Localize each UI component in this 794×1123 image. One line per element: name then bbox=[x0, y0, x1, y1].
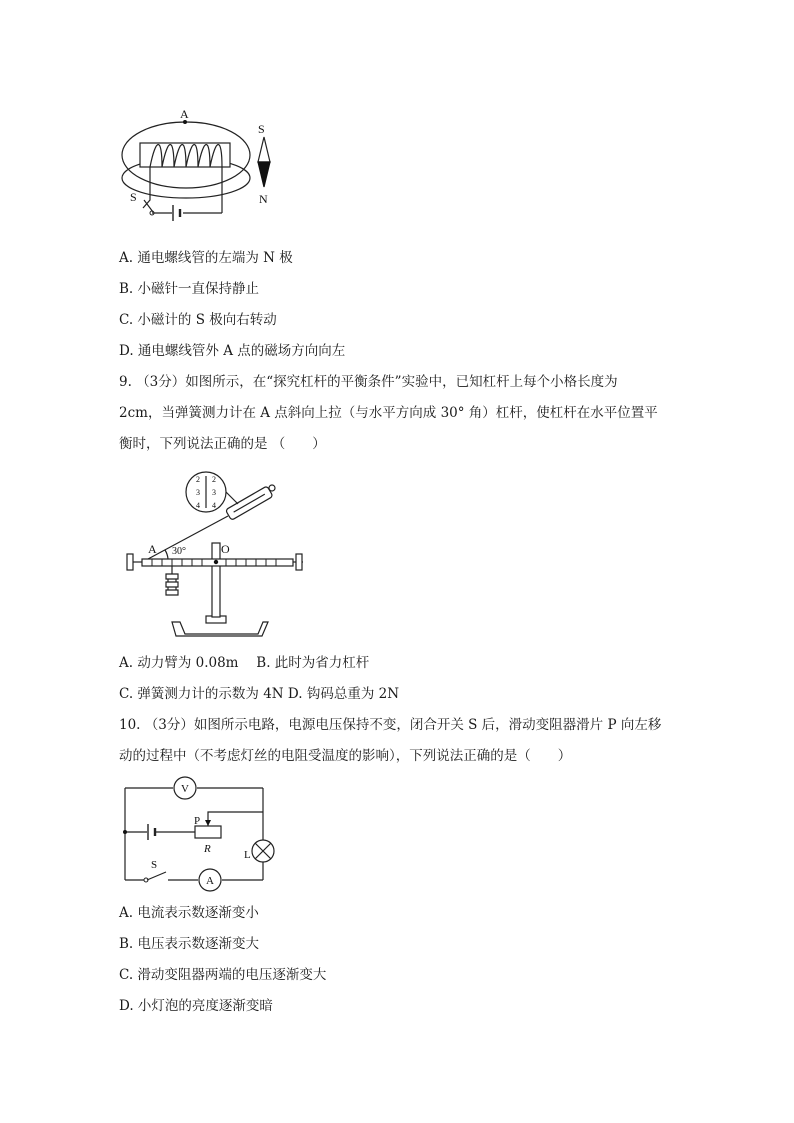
label-switch-s: S bbox=[130, 190, 137, 204]
scale-left-2: 2 bbox=[196, 475, 200, 484]
q8-option-b: B. 小磁针一直保持静止 bbox=[119, 281, 260, 297]
label-compass-s: S bbox=[258, 122, 265, 136]
q10-option-c: C. 滑动变阻器两端的电压逐渐变大 bbox=[119, 967, 327, 983]
label-ammeter: A bbox=[206, 875, 214, 887]
q9-options-cd: C. 弹簧测力计的示数为 4N D. 钩码总重为 2N bbox=[119, 686, 400, 702]
q10-stem-line2: 动的过程中（不考虑灯丝的电阻受温度的影响），下列说法正确的是（ ） bbox=[119, 748, 572, 764]
q9-options-ab: A. 动力臂为 0.08m B. 此时为省力杠杆 bbox=[119, 655, 370, 671]
q10-option-a: A. 电流表示数逐渐变小 bbox=[119, 905, 259, 921]
scale-right-4: 4 bbox=[212, 501, 216, 510]
q10-stem-line1: 10. （3分）如图所示电路，电源电压保持不变，闭合开关 S 后，滑动变阻器滑片 P 向左移 bbox=[119, 717, 662, 733]
label-point-a: A bbox=[180, 107, 189, 121]
label-rheostat-r: R bbox=[204, 843, 211, 855]
label-switch-s: S bbox=[151, 859, 158, 871]
scale-left-3: 3 bbox=[196, 488, 200, 497]
label-point-a: A bbox=[148, 542, 157, 556]
q10-option-b: B. 电压表示数逐渐变大 bbox=[119, 936, 260, 952]
scale-left-4: 4 bbox=[196, 501, 200, 510]
q9-stem-line3: 衡时，下列说法正确的是 （ ） bbox=[119, 436, 326, 452]
q10-option-d: D. 小灯泡的亮度逐渐变暗 bbox=[119, 998, 273, 1014]
label-pivot-o: O bbox=[221, 542, 230, 556]
label-compass-n: N bbox=[259, 192, 268, 206]
switch-s-lever bbox=[147, 872, 166, 880]
q9-stem-line1: 9. （3分）如图所示，在“探究杠杆的平衡条件”实验中，已知杠杆上每个小格长度为 bbox=[119, 374, 618, 390]
rheostat-r bbox=[195, 826, 221, 838]
label-lamp-l: L bbox=[244, 849, 251, 861]
rheostat-slider-wire bbox=[208, 812, 263, 826]
scale-right-3: 3 bbox=[212, 488, 216, 497]
q8-option-c: C. 小磁计的 S 极向右转动 bbox=[119, 312, 277, 328]
scale-right-2: 2 bbox=[212, 475, 216, 484]
label-voltmeter: V bbox=[181, 783, 189, 795]
q8-option-d: D. 通电螺线管外 A 点的磁场方向向左 bbox=[119, 343, 346, 359]
q9-stem-line2: 2cm，当弹簧测力计在 A 点斜向上拉（与水平方向成 30° 角）杠杆，使杠杆在水平位置平 bbox=[119, 405, 658, 421]
label-angle: 30° bbox=[172, 546, 186, 557]
q8-option-a: A. 通电螺线管的左端为 N 极 bbox=[119, 250, 293, 266]
label-slider-p: P bbox=[194, 815, 201, 827]
junction-dot bbox=[123, 830, 127, 834]
slider-arrow bbox=[205, 820, 211, 826]
